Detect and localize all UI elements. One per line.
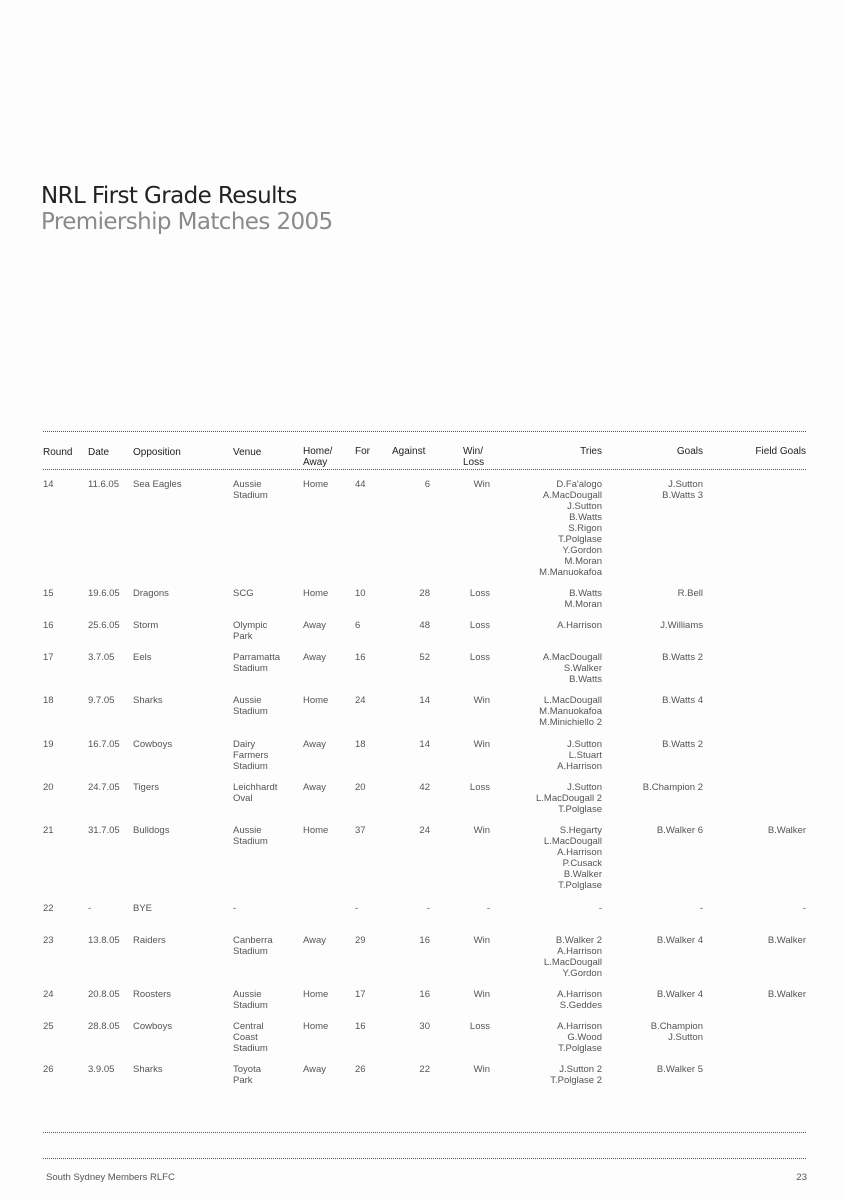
cell-home-away: Home	[303, 588, 329, 599]
cell-result: Win	[473, 479, 490, 490]
cell-field-goals: -	[802, 903, 806, 914]
footer-club-name: South Sydney Members RLFC	[46, 1172, 175, 1183]
cell-home-away: Home	[303, 1021, 329, 1032]
cell-goals: B.Walker 4	[656, 935, 703, 946]
cell-goals: B.Walker 4	[656, 989, 703, 1000]
header-field-goals: Field Goals	[755, 446, 806, 457]
cell-for: 24	[355, 695, 366, 706]
cell-round: 14	[43, 479, 54, 490]
cell-venue: Parramatta Stadium	[233, 652, 280, 674]
cell-result: Win	[473, 825, 490, 836]
header-home-away: Home/ Away	[303, 446, 333, 468]
cell-venue: Aussie Stadium	[233, 825, 268, 847]
cell-for: 17	[355, 989, 366, 1000]
cell-for: 29	[355, 935, 366, 946]
cell-goals: B.Watts 4	[662, 695, 703, 706]
cell-tries: J.Sutton 2 T.Polglase 2	[550, 1064, 602, 1086]
cell-field-goals: B.Walker	[767, 989, 806, 1000]
cell-round: 16	[43, 620, 54, 631]
header-goals: Goals	[676, 446, 703, 457]
cell-venue: Olympic Park	[233, 620, 268, 642]
cell-goals: -	[699, 903, 703, 914]
cell-against: 52	[419, 652, 430, 663]
cell-date: 13.8.05	[88, 935, 120, 946]
cell-home-away: Away	[303, 739, 327, 750]
cell-date: -	[88, 903, 92, 914]
table-top-rule	[43, 431, 806, 432]
cell-result: Loss	[469, 1021, 490, 1032]
cell-round: 23	[43, 935, 54, 946]
cell-for: 20	[355, 782, 366, 793]
cell-round: 24	[43, 989, 54, 1000]
cell-result: Win	[473, 989, 490, 1000]
cell-against: 30	[419, 1021, 430, 1032]
header-tries: Tries	[580, 446, 602, 457]
cell-date: 24.7.05	[88, 782, 120, 793]
cell-goals: B.Watts 2	[662, 739, 703, 750]
cell-home-away: Away	[303, 782, 327, 793]
cell-round: 20	[43, 782, 54, 793]
cell-home-away: Home	[303, 989, 329, 1000]
cell-venue: -	[233, 903, 237, 914]
cell-round: 18	[43, 695, 54, 706]
cell-result: Loss	[469, 620, 490, 631]
header-opposition: Opposition	[133, 447, 181, 458]
header-date: Date	[88, 447, 110, 458]
cell-date: 9.7.05	[88, 695, 115, 706]
cell-home-away: Away	[303, 1064, 327, 1075]
header-venue: Venue	[233, 447, 262, 458]
cell-round: 26	[43, 1064, 54, 1075]
cell-tries: A.Harrison G.Wood T.Polglase	[557, 1021, 602, 1054]
cell-home-away: Home	[303, 825, 329, 836]
header-win-loss: Win/ Loss	[463, 446, 485, 468]
page-title: NRL First Grade Results	[41, 183, 297, 209]
cell-venue: Central Coast Stadium	[233, 1021, 268, 1054]
cell-goals: B.Champion 2	[642, 782, 703, 793]
cell-against: 16	[419, 935, 430, 946]
cell-for: 10	[355, 588, 366, 599]
cell-date: 31.7.05	[88, 825, 120, 836]
header-against: Against	[392, 446, 426, 457]
cell-venue: Aussie Stadium	[233, 695, 268, 717]
cell-tries: J.Sutton L.Stuart A.Harrison	[557, 739, 602, 772]
cell-result: Win	[473, 935, 490, 946]
cell-against: 28	[419, 588, 430, 599]
cell-against: 14	[419, 739, 430, 750]
cell-against: 6	[424, 479, 430, 490]
cell-opposition: Sharks	[133, 695, 163, 706]
cell-for: -	[355, 903, 359, 914]
cell-result: Loss	[469, 652, 490, 663]
cell-against: 42	[419, 782, 430, 793]
table-bottom-rule	[43, 1132, 806, 1133]
cell-date: 11.6.05	[88, 479, 119, 490]
cell-venue: Aussie Stadium	[233, 989, 268, 1011]
cell-venue: Aussie Stadium	[233, 479, 268, 501]
page-number: 23	[796, 1172, 807, 1183]
cell-date: 28.8.05	[88, 1021, 120, 1032]
cell-field-goals: B.Walker	[767, 825, 806, 836]
cell-home-away: Home	[303, 479, 329, 490]
header-round: Round	[43, 447, 73, 458]
cell-opposition: Raiders	[133, 935, 166, 946]
cell-date: 3.7.05	[88, 652, 115, 663]
cell-date: 16.7.05	[88, 739, 120, 750]
cell-tries: J.Sutton L.MacDougall 2 T.Polglase	[535, 782, 602, 815]
cell-date: 20.8.05	[88, 989, 120, 1000]
cell-opposition: Cowboys	[133, 739, 173, 750]
cell-for: 18	[355, 739, 366, 750]
cell-date: 3.9.05	[88, 1064, 115, 1075]
cell-for: 26	[355, 1064, 366, 1075]
cell-against: 16	[419, 989, 430, 1000]
cell-for: 6	[355, 620, 361, 631]
cell-date: 19.6.05	[88, 588, 120, 599]
cell-against: 24	[419, 825, 430, 836]
table-header-rule	[43, 469, 806, 470]
cell-result: Loss	[469, 588, 490, 599]
cell-opposition: Tigers	[133, 782, 160, 793]
cell-tries: B.Watts M.Moran	[564, 588, 602, 610]
cell-goals: B.Watts 2	[662, 652, 703, 663]
cell-result: Loss	[469, 782, 490, 793]
cell-venue: Dairy Farmers Stadium	[233, 739, 269, 772]
footer-rule	[43, 1158, 806, 1159]
cell-tries: -	[598, 903, 602, 914]
cell-round: 17	[43, 652, 54, 663]
cell-against: 14	[419, 695, 430, 706]
cell-tries: B.Walker 2 A.Harrison L.MacDougall Y.Gordon	[543, 935, 602, 979]
cell-venue: Toyota Park	[233, 1064, 261, 1086]
cell-for: 44	[355, 479, 366, 490]
cell-tries: A.MacDougall S.Walker B.Watts	[542, 652, 602, 685]
cell-goals: B.Walker 5	[656, 1064, 703, 1075]
cell-goals: R.Bell	[677, 588, 703, 599]
cell-opposition: Dragons	[133, 588, 169, 599]
cell-round: 25	[43, 1021, 54, 1032]
cell-home-away: Away	[303, 935, 327, 946]
cell-date: 25.6.05	[88, 620, 120, 631]
cell-tries: L.MacDougall M.Manuokafoa M.Minichiello 2	[539, 695, 602, 728]
cell-goals: J.Sutton B.Watts 3	[662, 479, 703, 501]
cell-tries: A.Harrison S.Geddes	[557, 989, 602, 1011]
cell-venue: Leichhardt Oval	[233, 782, 278, 804]
cell-against: 22	[419, 1064, 430, 1075]
cell-opposition: Sea Eagles	[133, 479, 182, 490]
cell-tries: S.Hegarty L.MacDougall A.Harrison P.Cusack B.Walker T.Polglase	[543, 825, 602, 891]
cell-round: 22	[43, 903, 54, 914]
cell-opposition: Bulldogs	[133, 825, 170, 836]
header-for: For	[355, 446, 370, 457]
cell-round: 19	[43, 739, 54, 750]
cell-opposition: Storm	[133, 620, 159, 631]
cell-home-away: Away	[303, 652, 327, 663]
cell-home-away: Home	[303, 695, 329, 706]
cell-for: 37	[355, 825, 366, 836]
cell-opposition: Cowboys	[133, 1021, 173, 1032]
cell-round: 21	[43, 825, 54, 836]
cell-against: 48	[419, 620, 430, 631]
cell-result: Win	[473, 739, 490, 750]
cell-opposition: Eels	[133, 652, 152, 663]
cell-opposition: BYE	[133, 903, 153, 914]
cell-for: 16	[355, 1021, 366, 1032]
cell-venue: SCG	[233, 588, 254, 599]
cell-home-away: Away	[303, 620, 327, 631]
cell-goals: J.Williams	[660, 620, 703, 631]
cell-goals: B.Champion J.Sutton	[650, 1021, 703, 1043]
cell-opposition: Sharks	[133, 1064, 163, 1075]
cell-tries: D.Fa'alogo A.MacDougall J.Sutton B.Watts S.Rigon T.Polglase Y.Gordon M.Moran M.Manuokafoa	[539, 479, 602, 578]
cell-field-goals: B.Walker	[767, 935, 806, 946]
cell-opposition: Roosters	[133, 989, 172, 1000]
page-subtitle: Premiership Matches 2005	[41, 209, 333, 235]
cell-against: -	[426, 903, 430, 914]
cell-result: -	[486, 903, 490, 914]
cell-result: Win	[473, 1064, 490, 1075]
cell-result: Win	[473, 695, 490, 706]
cell-venue: Canberra Stadium	[233, 935, 273, 957]
cell-tries: A.Harrison	[557, 620, 602, 631]
cell-round: 15	[43, 588, 54, 599]
cell-goals: B.Walker 6	[656, 825, 703, 836]
cell-for: 16	[355, 652, 366, 663]
